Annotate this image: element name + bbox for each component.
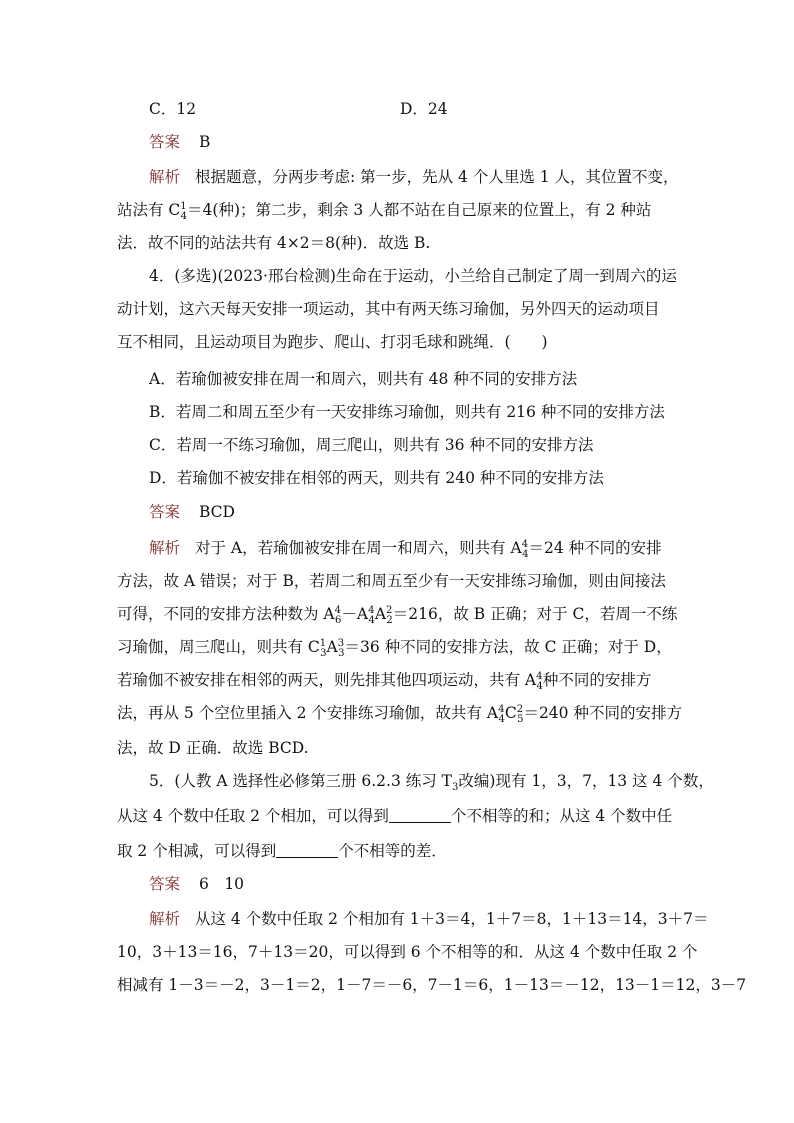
subscript: 6	[335, 615, 342, 626]
q4-answer	[149, 501, 679, 523]
analysis-text: 法，再从 5 个空位里插入 2 个安排练习瑜伽，故共有 A	[117, 704, 499, 722]
q3-option-d: D．24	[400, 100, 448, 118]
analysis-text: C	[504, 704, 517, 722]
q4-analysis-line-5	[117, 669, 679, 694]
q5-stem-line-1	[149, 770, 714, 795]
superscript: 4	[521, 539, 529, 550]
q3-option-c: C．12	[149, 100, 197, 118]
answer-label: 答案	[149, 133, 181, 151]
analysis-text: 站法有 C	[117, 201, 181, 219]
answer-value: BCD	[198, 503, 235, 521]
q4-analysis-line-3	[117, 603, 679, 628]
answer-blank[interactable]	[389, 808, 451, 823]
superscript: 1	[180, 201, 187, 212]
q4-stem-line-1: 4．(多选)(2023·邢台检测)生命在于运动，小兰给自己制定了周一到周六的运	[149, 267, 677, 285]
superscript: 4	[368, 605, 375, 616]
analysis-text: 根据题意，分两步考虑: 第一步，先从 4 个人里选 1 人，其位置不变，	[194, 168, 679, 186]
analysis-text: 若瑜伽不被安排在相邻的两天，则先排其他四项运动，共有 A	[117, 671, 537, 689]
answer-label: 答案	[149, 503, 181, 521]
superscript: 4	[536, 671, 543, 682]
analysis-label: 解析	[149, 539, 181, 557]
q3-analysis-line-1	[149, 166, 679, 188]
q4-analysis-line-7: 法，故 D 正确．故选 BCD.	[117, 739, 309, 757]
analysis-text: A	[374, 605, 387, 623]
q4-option-b: B．若周二和周五至少有一天安排练习瑜伽，则共有 216 种不同的安排方法	[149, 403, 665, 421]
subscript: 3	[338, 648, 345, 659]
q4-option-d: D．若瑜伽不被安排在相邻的两天，则共有 240 种不同的安排方法	[149, 469, 604, 487]
analysis-text: ＝216，故 B 正确；对于 C，若周一不练	[392, 605, 678, 623]
q4-analysis-line-4	[117, 636, 679, 661]
analysis-text: 从这 4 个数中任取 2 个相加有 1＋3＝4，1＋7＝8，1＋13＝14，3＋7＝	[194, 910, 709, 928]
q5-answer	[149, 873, 679, 895]
q5-analysis-line-1	[149, 908, 709, 930]
analysis-text: ＝36 种不同的安排方法，故 C 正确；对于 D，	[344, 638, 672, 656]
answer-value: 6 10	[198, 875, 245, 893]
question-text: 个不相等的和；从这 4 个数中任	[450, 807, 673, 825]
q3-analysis-line-2	[117, 199, 679, 224]
analysis-text: A	[326, 638, 338, 656]
superscript: 3	[337, 638, 345, 649]
analysis-text: 种不同的安排方	[542, 671, 652, 689]
q4-option-a: A．若瑜伽被安排在周一和周六，则共有 48 种不同的安排方法	[149, 370, 578, 388]
question-text: 5．(人教 A 选择性必修第三册 6.2.3 练习 T	[149, 772, 453, 790]
q4-stem-line-3: 互不相同，且运动项目为跑步、爬山、打羽毛球和跳绳．( )	[117, 333, 548, 351]
answer-label: 答案	[149, 875, 181, 893]
q3-options-row	[149, 98, 679, 120]
subscript: 4	[180, 211, 188, 222]
analysis-text: －A	[341, 605, 369, 623]
q4-option-c: C．若周一不练习瑜伽，周三爬山，则共有 36 种不同的安排方法	[149, 436, 594, 454]
analysis-text: 可得，不同的安排方法种数为 A	[117, 605, 335, 623]
subscript: 5	[517, 714, 524, 725]
superscript: 4	[334, 605, 341, 616]
analysis-text: 对于 A，若瑜伽被安排在周一和周六，则共有 A	[194, 539, 522, 557]
analysis-text: 习瑜伽，周三爬山，则共有 C	[117, 638, 320, 656]
subscript: 3	[320, 648, 327, 659]
analysis-label: 解析	[149, 168, 181, 186]
superscript: 2	[516, 704, 524, 715]
subscript: 4	[522, 549, 529, 560]
answer-value: B	[198, 133, 211, 151]
subscript: 2	[386, 615, 393, 626]
q5-stem-line-2	[117, 805, 679, 827]
question-text: 取 2 个相减，可以得到	[117, 842, 277, 860]
subscript: 4	[498, 714, 505, 725]
q4-analysis-line-6	[117, 702, 682, 727]
superscript: 1	[319, 638, 327, 649]
analysis-text: ＝4(种)；第二步，剩余 3 人都不站在自己原来的位置上，有 2 种站	[187, 201, 652, 219]
q4-stem-line-2: 动计划，这六天每天安排一项运动，其中有两天练习瑜伽，另外四天的运动项目	[117, 300, 660, 318]
superscript: 2	[386, 605, 393, 616]
q4-analysis-line-1	[149, 537, 679, 562]
analysis-text: ＝240 种不同的安排方	[523, 704, 682, 722]
subscript: 3	[452, 782, 459, 793]
q5-analysis-line-2: 10，3＋13＝16，7＋13＝20，可以得到 6 个不相等的和．从这 4 个数中任取 2 个	[117, 943, 698, 961]
analysis-label: 解析	[149, 910, 181, 928]
q4-analysis-line-2: 方法，故 A 错误；对于 B，若周二和周五至少有一天安排练习瑜伽，则由间接法	[117, 572, 666, 590]
question-text: 改编)现有 1，3，7，13 这 4 个数，	[458, 772, 714, 790]
answer-blank[interactable]	[276, 843, 338, 858]
superscript: 4	[498, 704, 505, 715]
q3-answer	[149, 131, 679, 153]
subscript: 4	[368, 615, 375, 626]
question-text: 从这 4 个数中任取 2 个相加，可以得到	[117, 807, 389, 825]
subscript: 4	[536, 681, 543, 692]
q3-analysis-line-3: 法．故不同的站法共有 4×2＝8(种)．故选 B.	[117, 234, 431, 252]
analysis-text: ＝24 种不同的安排	[528, 539, 662, 557]
q5-stem-line-3	[117, 840, 679, 862]
q5-analysis-line-3: 相减有 1－3＝－2，3－1＝2，1－7＝－6，7－1＝6，1－13＝－12，13－1＝12，3－7	[117, 976, 747, 994]
question-text: 个不相等的差．	[338, 842, 447, 860]
